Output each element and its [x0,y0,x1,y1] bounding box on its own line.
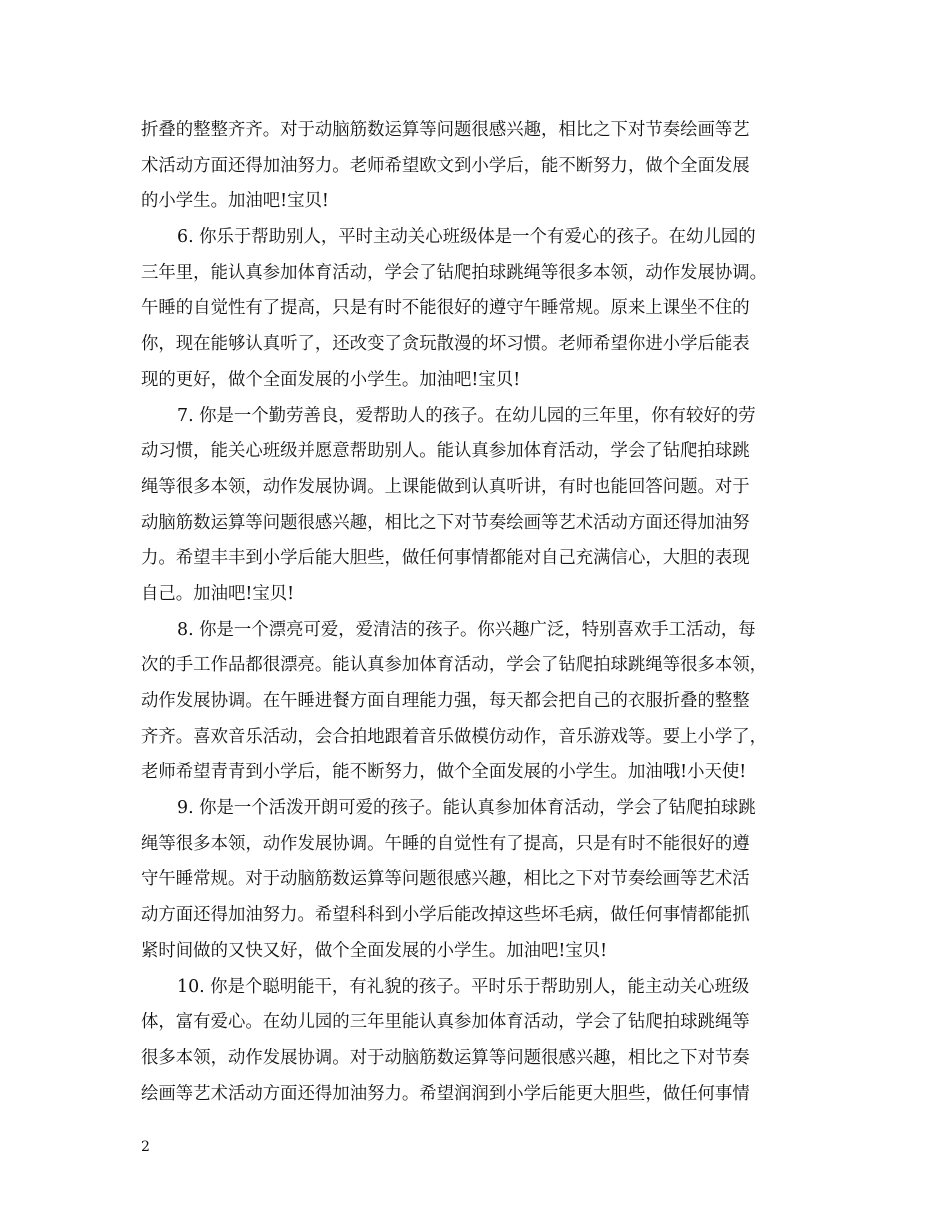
text-line: 很多本领，动作发展协调。对于动脑筋数运算等问题很感兴趣，相比之下对节奏 [141,1047,750,1068]
text-line: 10. 你是个聪明能干，有礼貌的孩子。平时乐于帮助别人，能主动关心班级 [177,976,750,997]
text-line: 的小学生。加油吧!宝贝! [141,191,329,212]
text-line: 次的手工作品都很漂亮。能认真参加体育活动，学会了钻爬拍球跳绳等很多本领， [141,655,768,676]
text-line: 6. 你乐于帮助别人，平时主动关心班级体是一个有爱心的孩子。在幼儿园的 [177,227,756,248]
page-number: 2 [141,1139,150,1155]
text-line: 自己。加油吧!宝贝! [141,583,295,604]
text-line: 三年里，能认真参加体育活动，学会了钻爬拍球跳绳等很多本领，动作发展协调。 [141,262,768,283]
text-line: 8. 你是一个漂亮可爱，爱清洁的孩子。你兴趣广泛，特别喜欢手工活动，每 [177,619,756,640]
text-line: 紧时间做的又快又好，做个全面发展的小学生。加油吧!宝贝! [141,940,608,961]
text-line: 7. 你是一个勤劳善良，爱帮助人的孩子。在幼儿园的三年里，你有较好的劳 [177,405,756,426]
text-line: 现的更好，做个全面发展的小学生。加油吧!宝贝! [141,369,521,390]
text-line: 绳等很多本领，动作发展协调。午睡的自觉性有了提高，只是有时不能很好的遵 [141,833,750,854]
document-body [141,113,821,1112]
text-line: 9. 你是一个活泼开朗可爱的孩子。能认真参加体育活动，学会了钻爬拍球跳 [177,798,756,819]
text-line: 午睡的自觉性有了提高，只是有时不能很好的遵守午睡常规。原来上课坐不住的 [141,298,750,319]
text-line: 力。希望丰丰到小学后能大胆些，做任何事情都能对自己充满信心，大胆的表现 [141,548,750,569]
text-line: 动习惯，能关心班级并愿意帮助别人。能认真参加体育活动，学会了钻爬拍球跳 [141,441,750,462]
text-line: 绘画等艺术活动方面还得加油努力。希望润润到小学后能更大胆些，做任何事情 [141,1083,750,1104]
text-line: 动作发展协调。在午睡进餐方面自理能力强，每天都会把自己的衣服折叠的整整 [141,691,750,711]
text-line: 动方面还得加油努力。希望科科到小学后能改掉这些坏毛病，做任何事情都能抓 [141,905,750,926]
text-line: 术活动方面还得加油努力。老师希望欧文到小学后，能不断努力，做个全面发展 [141,155,750,176]
text-line: 绳等很多本领，动作发展协调。上课能做到认真听讲，有时也能回答问题。对于 [141,476,750,497]
text-line: 动脑筋数运算等问题很感兴趣，相比之下对节奏绘画等艺术活动方面还得加油努 [141,512,750,533]
text-line: 你，现在能够认真听了，还改变了贪玩散漫的坏习惯。老师希望你进小学后能表 [141,334,750,355]
text-line: 折叠的整整齐齐。对于动脑筋数运算等问题很感兴趣，相比之下对节奏绘画等艺 [141,120,750,140]
text-line: 守午睡常规。对于动脑筋数运算等问题很感兴趣，相比之下对节奏绘画等艺术活 [141,869,750,890]
text-line: 齐齐。喜欢音乐活动，会合拍地跟着音乐做模仿动作，音乐游戏等。要上小学了， [141,726,768,747]
text-line: 体，富有爱心。在幼儿园的三年里能认真参加体育活动，学会了钻爬拍球跳绳等 [141,1012,750,1033]
text-line: 老师希望青青到小学后，能不断努力，做个全面发展的小学生。加油哦!小天使! [141,762,747,783]
